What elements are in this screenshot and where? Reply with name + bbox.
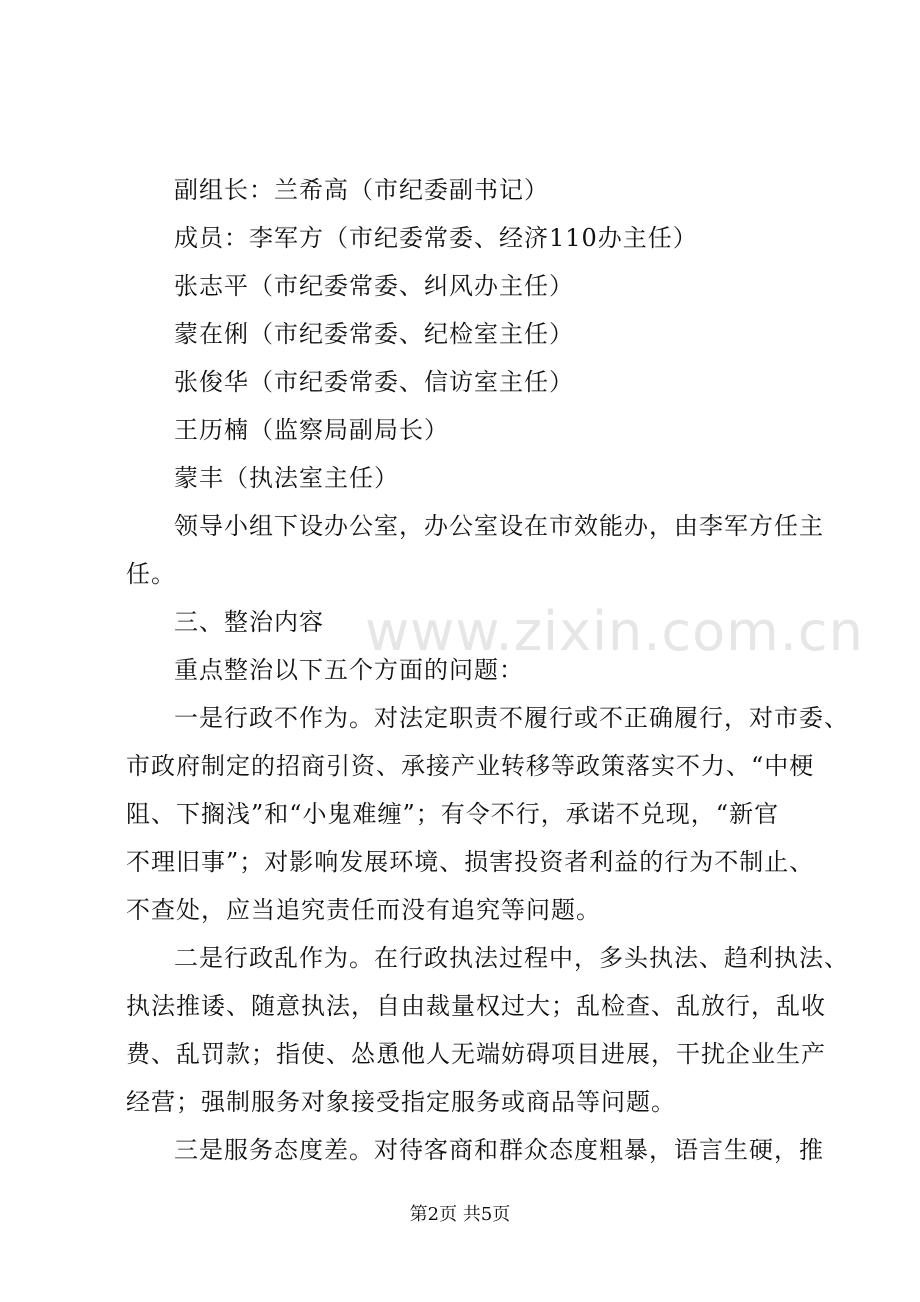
item-three-paragraph (126, 1126, 824, 1174)
item-two-paragraph (126, 934, 849, 1126)
item-one-line: 阻、下搁浅”和“小鬼难缠”；有令不行，承诺不兑现，“新官 (126, 800, 780, 828)
item-three-line: 三是服务态度差。对待客商和群众态度粗暴，语言生硬，推 (174, 1136, 824, 1164)
office-paragraph (126, 502, 824, 598)
member-line-meng-zaili: 蒙在俐（市纪委常委、纪检室主任） (174, 320, 574, 348)
focus-intro: 重点整治以下五个方面的问题： (174, 656, 524, 684)
watermark: www.zixin.com.cn (365, 600, 864, 663)
section-heading: 三、整治内容 (174, 608, 324, 636)
item-two-line: 经营；强制服务对象接受指定服务或商品等问题。 (126, 1088, 676, 1116)
member-line-deputy-leader: 副组长：兰希高（市纪委副书记） (174, 176, 549, 204)
member-line-wang-linan: 王历楠（监察局副局长） (174, 416, 449, 444)
member-line-meng-feng: 蒙丰（执法室主任） (174, 464, 399, 492)
page-number-footer: 第2页 共5页 (409, 1204, 511, 1225)
item-two-line: 费、乱罚款；指使、怂恿他人无端妨碍项目进展，干扰企业生产 (126, 1040, 826, 1068)
member-line-zhang-zhiping: 张志平（市纪委常委、纠风办主任） (174, 272, 574, 300)
item-one-line: 市政府制定的招商引资、承接产业转移等政策落实不力、“中梗 (126, 752, 815, 780)
item-one-line: 不查处，应当追究责任而没有追究等问题。 (126, 896, 601, 924)
item-two-line: 执法推诿、随意执法，自由裁量权过大；乱检查、乱放行，乱收 (126, 992, 826, 1020)
office-paragraph-line: 领导小组下设办公室，办公室设在市效能办，由李军方任主 (174, 512, 824, 540)
item-two-line: 二是行政乱作为。在行政执法过程中，多头执法、趋利执法、 (174, 944, 849, 972)
member-line-members: 成员：李军方（市纪委常委、经济110办主任） (174, 224, 698, 252)
item-one-paragraph (126, 694, 849, 934)
item-one-line: 不理旧事”；对影响发展环境、损害投资者利益的行为不制止、 (126, 848, 815, 876)
document-body (126, 166, 849, 1174)
item-one-line: 一是行政不作为。对法定职责不履行或不正确履行，对市委、 (174, 704, 849, 732)
office-paragraph-line: 任。 (126, 560, 176, 588)
member-line-zhang-junhua: 张俊华（市纪委常委、信访室主任） (174, 368, 574, 396)
